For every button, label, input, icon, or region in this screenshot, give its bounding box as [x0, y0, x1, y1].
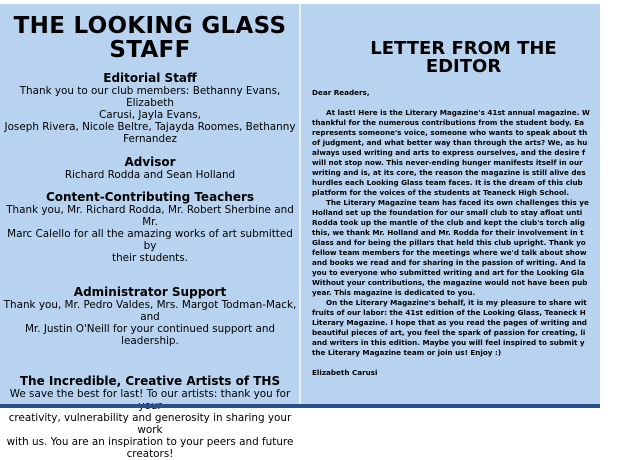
letter-line: year. This magazine is dedicated to you. — [312, 288, 476, 297]
section-line: Marc Calello for all the amazing works of art submitted by — [7, 228, 293, 252]
editor-letter-page — [301, 4, 600, 408]
letter-line: Without your contributions, the magazine would not have been pub — [312, 278, 588, 287]
letter-title — [301, 40, 626, 76]
letter-line: writing and is, at its core, the reason the magazine is still alive des — [312, 168, 586, 177]
section-content-teachers — [0, 191, 300, 264]
section-line: Fernandez — [123, 133, 177, 145]
letter-line: this, we thank Mr. Holland and Mr. Rodda for their involvement in t — [312, 228, 584, 237]
letter-line: At last! Here is the Literary Magazine's 41st annual magazine. W — [326, 108, 590, 117]
letter-line: Rodda took up the mantle of the club and kept the club's torch alig — [312, 218, 585, 227]
section-heading: Editorial Staff — [103, 71, 197, 85]
section-heading: Administrator Support — [73, 285, 227, 299]
section-line: Thank you to our club members: Bethanny Evans, Elizabeth — [19, 85, 281, 109]
section-line: Mr. Justin O'Neill for your continued support and leadership. — [24, 323, 276, 347]
letter-line: Holland set up the foundation for our small club to stay afloat unti — [312, 208, 583, 217]
staff-title-line2: STAFF — [109, 37, 191, 63]
letter-body — [312, 88, 632, 378]
section-line: creativity, vulnerability and generosity in sharing your work — [8, 412, 292, 436]
letter-line: beautiful pieces of art, you feel the spark of passion for creating, li — [312, 328, 586, 337]
section-administrator-support — [0, 286, 300, 347]
letter-line: will not stop now. This never-ending hunger manifests itself in our — [312, 158, 583, 167]
section-line: with us. You are an inspiration to your peers and future — [6, 436, 294, 448]
section-line: creators! — [126, 448, 174, 460]
section-line: Carusi, Jayla Evans, — [99, 109, 201, 121]
section-editorial-staff — [0, 72, 300, 145]
section-advisor — [0, 156, 300, 181]
letter-title-line1: LETTER FROM THE — [370, 38, 557, 59]
staff-title-line1: THE LOOKING GLASS — [13, 13, 287, 39]
letter-line: and books we read and for sharing in the passion of writing. And la — [312, 258, 586, 267]
letter-line: Literary Magazine. I hope that as you read the pages of writing and — [312, 318, 587, 327]
letter-line: thankful for the numerous contributions from the student body. Ea — [312, 118, 584, 127]
staff-page — [0, 14, 300, 460]
letter-line: of judgment, and what better way than through the arts? We, as hu — [312, 138, 588, 147]
letter-line: always used writing and arts to express ourselves, and the desire f — [312, 148, 586, 157]
page-divider — [299, 4, 301, 408]
section-line: We save the best for last! To our artists: thank you for — [9, 388, 291, 400]
staff-title — [0, 14, 300, 62]
section-heading: The Incredible, Creative Artists of THS — [19, 374, 281, 388]
section-heading: Content-Contributing Teachers — [45, 190, 255, 204]
letter-line: hurdles each Looking Glass team faces. It is the dream of this club — [312, 178, 583, 187]
letter-line: fruits of our labor: the 41st edition of the Looking Glass, Teaneck H — [312, 308, 586, 317]
bottom-border — [0, 404, 600, 408]
letter-line: The Literary Magazine team has faced its own challenges this ye — [326, 198, 589, 207]
letter-title-line2: EDITOR — [425, 56, 502, 77]
section-line: Thank you, Mr. Richard Rodda, Mr. Robert Sherbine and Mr. — [6, 204, 294, 228]
letter-line: Glass and for being the pillars that held this club upright. Thank yo — [312, 238, 586, 247]
letter-salutation: Dear Readers, — [312, 88, 370, 97]
letter-line: represents someone's voice, someone who wants to speak about th — [312, 128, 588, 137]
section-line: their students. — [112, 252, 188, 264]
section-line: Thank you, Mr. Pedro Valdes, Mrs. Margot Todman-Mack, and — [3, 299, 297, 323]
letter-line: and writers in this edition. Maybe you will feel inspired to submit y — [312, 338, 585, 347]
letter-paragraphs — [312, 108, 632, 358]
section-line: Richard Rodda and Sean Holland — [64, 169, 236, 181]
letter-line: the Literary Magazine team or join us! Enjoy :) — [312, 348, 502, 357]
letter-line: On the Literary Magazine's behalf, it is my pleasure to share wit — [326, 298, 587, 307]
letter-line: fellow team members for the meetings where we'd talk about show — [312, 248, 587, 257]
letter-line: platform for the voices of the students at Teaneck High School. — [312, 188, 570, 197]
letter-signature: Elizabeth Carusi — [312, 368, 378, 377]
section-creative-artists — [0, 375, 300, 460]
section-heading: Advisor — [124, 155, 176, 169]
letter-line: you to everyone who submitted writing and art for the Looking Gla — [312, 268, 585, 277]
section-line: Joseph Rivera, Nicole Beltre, Tajayda Roomes, Bethanny — [4, 121, 296, 133]
